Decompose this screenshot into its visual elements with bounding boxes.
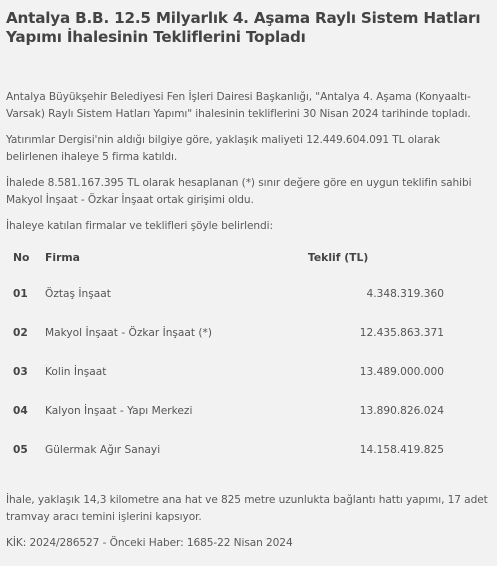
row-bid: 12.435.863.371 — [359, 326, 444, 339]
table-row — [6, 313, 450, 352]
row-firm: Makyol İnşaat - Özkar İnşaat (*) — [45, 326, 212, 339]
paragraph-cost: Yatırımlar Dergisi'nin aldığı bilgiye göre, yaklaşık maliyeti 12.449.604.091 TL olarak belirlenen ihaleye 5 firma katıldı. — [6, 134, 441, 163]
table-row — [6, 352, 450, 391]
row-firm: Kalyon İnşaat - Yapı Merkezi — [45, 404, 193, 417]
paragraph-intro: Antalya Büyükşehir Belediyesi Fen İşleri Dairesi Başkanlığı, "Antalya 4. Aşama (Konyaaltı-Varsak) Raylı Sistem Hatları Yapımı" ihalesinin tekliflerini 30 Nisan 2024 tarihinde topladı. — [6, 91, 471, 120]
header-bid: Teklif (TL) — [307, 250, 369, 264]
row-no: 03 — [13, 365, 28, 378]
row-firm: Kolin İnşaat — [45, 365, 107, 378]
row-firm: Öztaş İnşaat — [45, 287, 111, 300]
bids-table — [6, 240, 450, 469]
table-header-row — [6, 240, 450, 274]
header-firm: Firma — [45, 250, 80, 264]
table-row — [6, 274, 450, 313]
paragraph-limit-value: İhalede 8.581.167.395 TL olarak hesaplanan (*) sınır değere göre en uygun teklifin sahibi Makyol İnşaat - Özkar İnşaat ortak girişimi oldu. — [6, 177, 472, 206]
row-no: 01 — [13, 287, 28, 300]
row-bid: 13.890.826.024 — [359, 404, 444, 417]
header-no: No — [13, 250, 30, 264]
row-bid: 4.348.319.360 — [366, 287, 444, 300]
row-no: 02 — [13, 326, 28, 339]
table-row — [6, 430, 450, 469]
row-bid: 14.158.419.825 — [359, 443, 444, 456]
paragraph-table-intro: İhaleye katılan firmalar ve teklifleri şöyle belirlendi: — [6, 220, 273, 232]
paragraph-scope: İhale, yaklaşık 14,3 kilometre ana hat ve 825 metre uzunlukta bağlantı hattı yapımı, 17 adet tramvay aracı temini işlerini kapsıyor. — [6, 494, 488, 523]
paragraph-reference: KİK: 2024/286527 - Önceki Haber: 1685-22 Nisan 2024 — [6, 537, 293, 549]
row-bid: 13.489.000.000 — [359, 365, 444, 378]
table-row — [6, 391, 450, 430]
row-no: 05 — [13, 443, 28, 456]
row-no: 04 — [13, 404, 28, 417]
row-firm: Gülermak Ağır Sanayi — [45, 443, 161, 456]
article-title: Antalya B.B. 12.5 Milyarlık 4. Aşama Raylı Sistem Hatları Yapımı İhalesinin Tekliflerini Topladı — [6, 9, 481, 46]
